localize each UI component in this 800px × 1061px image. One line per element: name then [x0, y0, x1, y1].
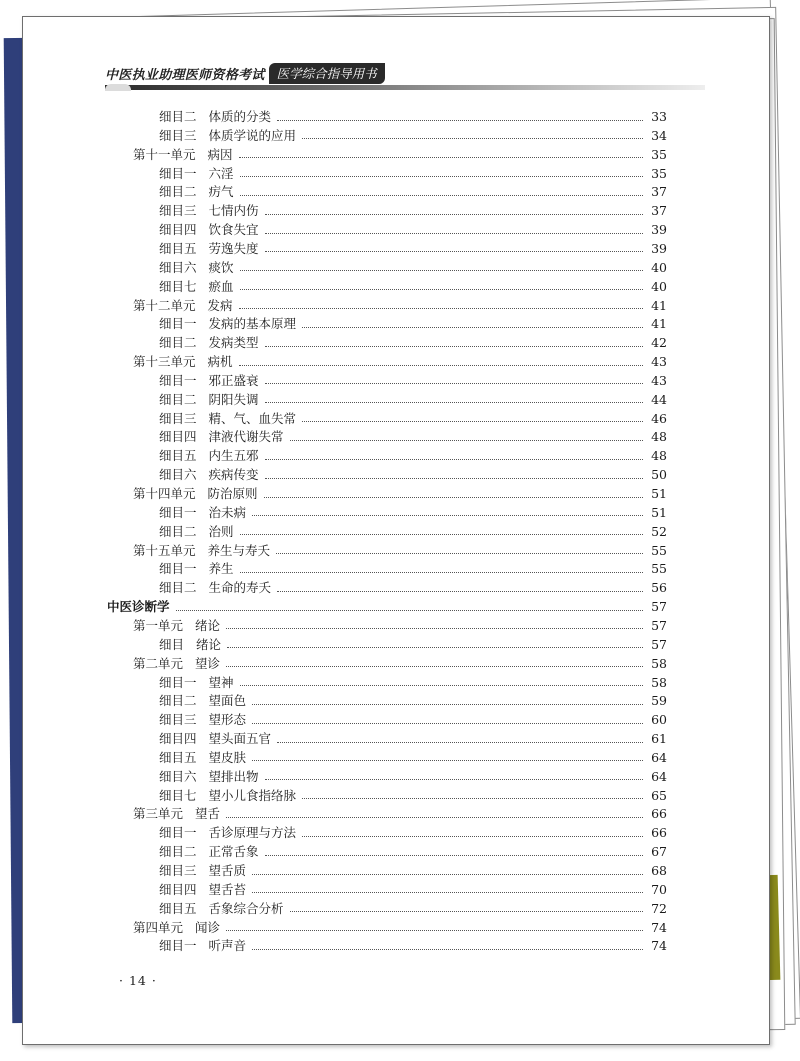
- toc-entry-title: 体质的分类: [208, 109, 272, 124]
- toc-entry-prefix: 细目二: [159, 109, 197, 124]
- toc-entry-title: 津液代谢失常: [208, 429, 284, 445]
- toc-entry-title: 望神: [208, 674, 234, 690]
- toc-entry-title: 望小儿食指络脉: [208, 787, 297, 803]
- toc-dot-leader: [240, 684, 643, 686]
- toc-entry-prefix: 细目一: [159, 825, 197, 841]
- toc-dot-leader: [265, 250, 643, 252]
- toc-entry-title: 望舌: [195, 806, 221, 822]
- toc-entry[interactable]: [159, 427, 667, 446]
- toc-entry-label: [159, 126, 296, 145]
- toc-entry-label: [159, 635, 221, 654]
- toc-entry-title: 舌象综合分析: [208, 900, 284, 916]
- toc-entry[interactable]: [159, 220, 667, 239]
- toc-dot-leader: [277, 119, 643, 121]
- toc-entry[interactable]: [133, 352, 667, 371]
- toc-entry-label: [159, 729, 271, 748]
- header-rule: [105, 85, 705, 90]
- toc-entry-prefix: 细目一: [159, 561, 197, 577]
- toc-dot-leader: [252, 703, 643, 705]
- toc-entry-page: 41: [651, 316, 667, 332]
- toc-dot-leader: [240, 175, 643, 177]
- toc-entry-label: [133, 484, 258, 503]
- toc-entry-page: 57: [651, 636, 667, 652]
- toc-dot-leader: [265, 778, 643, 780]
- toc-entry-page: 56: [651, 580, 667, 596]
- toc-entry-label: [159, 258, 234, 277]
- toc-entry[interactable]: [133, 804, 667, 823]
- toc-entry-title: 防治原则: [207, 486, 258, 501]
- header-tab-decoration: [105, 84, 131, 91]
- toc-entry[interactable]: [159, 842, 667, 861]
- toc-entry-label: [133, 145, 233, 164]
- toc-entry-label: [159, 880, 246, 899]
- toc-entry-prefix: 细目六: [159, 768, 197, 784]
- toc-entry[interactable]: [159, 729, 667, 748]
- toc-entry-page: 52: [651, 523, 667, 539]
- toc-entry-page: 67: [651, 844, 667, 860]
- toc-entry-title: 治则: [208, 523, 234, 539]
- toc-entry-label: [159, 390, 259, 409]
- toc-entry-page: 43: [651, 354, 667, 370]
- header-badge: 医学综合指导用书: [269, 63, 385, 84]
- toc-entry[interactable]: [159, 465, 667, 484]
- toc-entry-page: 60: [651, 712, 667, 728]
- toc-entry-prefix: 细目一: [159, 165, 197, 181]
- toc-entry-page: 59: [651, 693, 667, 709]
- toc-entry-page: 35: [651, 165, 667, 181]
- toc-entry-title: 阴阳失调: [208, 391, 259, 407]
- running-header: [105, 63, 385, 84]
- toc-entry-title: 闻诊: [195, 919, 221, 935]
- toc-entry-label: [159, 107, 271, 126]
- toc-entry-label: [159, 786, 296, 805]
- toc-entry-title: 养生: [208, 561, 234, 577]
- toc-entry-prefix: 第四单元: [133, 919, 184, 935]
- toc-entry-title: 望形态: [208, 712, 247, 728]
- toc-entry-prefix: 第三单元: [133, 806, 184, 822]
- toc-entry-title: 劳逸失度: [208, 240, 259, 256]
- toc-entry-page: 40: [651, 278, 667, 294]
- toc-entry-page: 64: [651, 768, 667, 784]
- toc-entry-prefix: 细目二: [159, 580, 197, 596]
- toc-entry-title: 七情内伤: [208, 203, 259, 219]
- toc-entry-label: [107, 597, 170, 616]
- toc-entry-title: 瘀血: [208, 278, 234, 294]
- toc-entry-prefix: 细目二: [159, 693, 197, 709]
- toc-entry-prefix: 细目五: [159, 448, 197, 464]
- toc-dot-leader: [265, 382, 643, 384]
- toc-entry-label: [159, 314, 296, 333]
- toc-entry-label: [159, 748, 246, 767]
- toc-entry[interactable]: [159, 559, 667, 578]
- toc-dot-leader: [290, 439, 643, 441]
- toc-entry-label: [159, 201, 259, 220]
- toc-entry-page: 68: [651, 863, 667, 878]
- toc-entry-prefix: 细目一: [159, 316, 197, 332]
- toc-entry-page: 66: [651, 825, 667, 841]
- toc-entry-label: [159, 691, 246, 710]
- toc-entry-prefix: 第一单元: [133, 617, 184, 633]
- toc-entry-title: 绪论: [195, 617, 221, 633]
- toc-entry-prefix: 细目一: [159, 504, 197, 520]
- toc-entry-label: [133, 352, 233, 371]
- toc-entry-page: 48: [651, 448, 667, 464]
- toc-entry-page: 64: [651, 749, 667, 765]
- toc-dot-leader: [176, 609, 643, 611]
- toc-entry-title: 疾病传变: [208, 467, 259, 483]
- toc-entry[interactable]: [159, 409, 667, 428]
- toc-entry-label: [159, 710, 246, 729]
- toc-entry-title: 望舌苔: [208, 881, 247, 897]
- toc-entry-page: 37: [651, 203, 667, 219]
- toc-dot-leader: [277, 590, 643, 592]
- toc-entry-title: 望排出物: [208, 768, 259, 784]
- toc-dot-leader: [252, 759, 643, 761]
- toc-entry-label: [159, 277, 234, 296]
- toc-entry[interactable]: [133, 541, 667, 560]
- toc-entry-label: [133, 616, 220, 635]
- toc-entry-page: 33: [651, 109, 667, 124]
- toc-entry-label: [159, 936, 246, 955]
- toc-entry-prefix: 细目一: [159, 938, 197, 954]
- toc-entry-page: 74: [651, 938, 667, 954]
- toc-dot-leader: [239, 156, 643, 158]
- toc-dot-leader: [226, 816, 643, 818]
- toc-entry-title: 发病: [207, 297, 233, 313]
- toc-entry[interactable]: [159, 314, 667, 333]
- toc-entry-title: 邪正盛衰: [208, 372, 259, 388]
- toc-entry[interactable]: [159, 390, 667, 409]
- toc-entry-title: 绪论: [196, 636, 222, 652]
- toc-entry-title: 精、气、血失常: [208, 410, 297, 426]
- toc-dot-leader: [240, 288, 643, 290]
- toc-entry-page: 51: [651, 486, 667, 501]
- toc-entry[interactable]: [159, 578, 667, 597]
- toc-entry-label: [159, 559, 234, 578]
- toc-dot-leader: [239, 364, 643, 366]
- toc-entry-prefix: 细目三: [159, 863, 197, 878]
- toc-entry-label: [159, 446, 259, 465]
- toc-entry[interactable]: [159, 899, 667, 918]
- toc-entry[interactable]: [159, 673, 667, 692]
- toc-entry-label: [159, 861, 246, 880]
- toc-dot-leader: [302, 420, 643, 422]
- toc-entry-title: 望舌质: [208, 863, 247, 878]
- toc-entry-page: 39: [651, 240, 667, 256]
- toc-entry-prefix: 第十三单元: [133, 354, 196, 370]
- toc-entry-title: 望皮肤: [208, 749, 247, 765]
- toc-entry-label: [159, 503, 246, 522]
- toc-entry-prefix: 细目四: [159, 222, 197, 238]
- toc-entry[interactable]: [159, 748, 667, 767]
- toc-entry[interactable]: [107, 597, 667, 616]
- toc-entry-page: 74: [651, 919, 667, 935]
- toc-entry[interactable]: [159, 861, 667, 880]
- toc-entry-page: 58: [651, 655, 667, 671]
- toc-entry-label: [159, 220, 259, 239]
- toc-entry-page: 39: [651, 222, 667, 238]
- toc-entry[interactable]: [133, 145, 667, 164]
- toc-dot-leader: [265, 854, 643, 856]
- toc-dot-leader: [302, 835, 643, 837]
- toc-entry-label: [159, 465, 259, 484]
- toc-entry-page: 37: [651, 184, 667, 200]
- toc-entry-label: [159, 767, 259, 786]
- toc-entry-label: [159, 333, 259, 352]
- toc-entry-title: 痰饮: [208, 259, 234, 275]
- toc-entry[interactable]: [133, 296, 667, 315]
- toc-entry-page: 55: [651, 542, 667, 558]
- toc-entry-page: 48: [651, 429, 667, 445]
- toc-dot-leader: [265, 401, 643, 403]
- toc-entry-label: [159, 239, 259, 258]
- toc-entry-page: 72: [651, 900, 667, 916]
- toc-entry[interactable]: [133, 484, 667, 503]
- toc-entry-title: 病因: [207, 146, 233, 162]
- toc-entry-title: 生命的寿夭: [208, 580, 272, 596]
- toc-entry-prefix: 细目二: [159, 523, 197, 539]
- toc-entry-title: 正常舌象: [208, 844, 259, 860]
- toc-entry[interactable]: [159, 371, 667, 390]
- toc-entry-label: [133, 918, 220, 937]
- toc-entry-page: 57: [651, 617, 667, 633]
- toc-entry[interactable]: [159, 277, 667, 296]
- toc-entry-title: 发病类型: [208, 335, 259, 351]
- toc-entry-title: 饮食失宜: [208, 222, 259, 238]
- toc-entry-title: 体质学说的应用: [208, 127, 297, 143]
- toc-entry[interactable]: [159, 936, 667, 955]
- toc-entry-page: 65: [651, 787, 667, 803]
- toc-entry-title: 发病的基本原理: [208, 316, 297, 332]
- toc-dot-leader: [252, 891, 643, 893]
- toc-entry-prefix: 细目四: [159, 429, 197, 445]
- toc-entry-title: 疠气: [208, 184, 234, 200]
- toc-entry-prefix: 细目六: [159, 467, 197, 483]
- toc-entry-prefix: 细目二: [159, 335, 197, 351]
- toc-dot-leader: [276, 552, 643, 554]
- toc-entry-page: 44: [651, 391, 667, 407]
- toc-dot-leader: [264, 496, 643, 498]
- toc-entry-page: 34: [651, 127, 667, 143]
- toc-entry-prefix: 细目: [159, 636, 185, 652]
- toc-dot-leader: [265, 477, 643, 479]
- toc-entry-label: [133, 654, 220, 673]
- toc-entry-label: [159, 427, 284, 446]
- toc-entry-prefix: 细目二: [159, 184, 197, 200]
- toc-dot-leader: [277, 741, 643, 743]
- toc-dot-leader: [265, 232, 643, 234]
- toc-entry-prefix: 细目三: [159, 127, 197, 143]
- toc-entry-label: [159, 371, 259, 390]
- toc-entry[interactable]: [159, 635, 667, 654]
- toc-entry-title: 内生五邪: [208, 448, 259, 464]
- toc-entry-page: 58: [651, 674, 667, 690]
- toc-entry-prefix: 细目七: [159, 278, 197, 294]
- toc-entry-label: [159, 164, 234, 183]
- toc-entry-title: 六淫: [208, 165, 234, 181]
- toc-entry-title: 养生与寿夭: [207, 542, 271, 558]
- toc-entry-prefix: 第十四单元: [133, 486, 196, 501]
- toc-entry-prefix: 细目二: [159, 391, 197, 407]
- toc-entry-prefix: 细目一: [159, 372, 197, 388]
- toc-dot-leader: [252, 514, 643, 516]
- toc-entry-prefix: 细目二: [159, 844, 197, 860]
- toc-dot-leader: [226, 929, 643, 931]
- toc-dot-leader: [239, 307, 643, 309]
- toc-dot-leader: [252, 722, 643, 724]
- toc-entry-page: 35: [651, 146, 667, 162]
- toc-entry-prefix: 细目四: [159, 731, 197, 747]
- toc-entry-prefix: 细目六: [159, 259, 197, 275]
- toc-entry-page: 42: [651, 335, 667, 351]
- toc-entry-prefix: 第十一单元: [133, 146, 196, 162]
- toc-dot-leader: [240, 194, 643, 196]
- toc-entry-page: 50: [651, 467, 667, 483]
- toc-entry[interactable]: [133, 654, 667, 673]
- toc-dot-leader: [265, 458, 643, 460]
- toc-entry-page: 57: [651, 599, 667, 615]
- toc-dot-leader: [227, 646, 643, 648]
- toc-entry-title: 望诊: [195, 655, 221, 671]
- toc-entry[interactable]: [159, 503, 667, 522]
- toc-entry-label: [159, 899, 284, 918]
- toc-entry-prefix: 细目三: [159, 410, 197, 426]
- toc-entry[interactable]: [133, 616, 667, 635]
- toc-entry-title: 中医诊断学: [107, 599, 170, 615]
- toc-entry-prefix: 细目五: [159, 900, 197, 916]
- toc-entry-prefix: 第十二单元: [133, 297, 196, 313]
- toc-dot-leader: [302, 326, 643, 328]
- page-number: · 14 ·: [119, 973, 157, 988]
- toc-entry[interactable]: [159, 333, 667, 352]
- header-title: 中医执业助理医师资格考试: [105, 68, 265, 83]
- toc-entry-prefix: 细目五: [159, 240, 197, 256]
- toc-entry-title: 望面色: [208, 693, 247, 709]
- toc-entry-label: [159, 842, 259, 861]
- toc-entry[interactable]: [159, 522, 667, 541]
- toc-entry-title: 望头面五官: [208, 731, 272, 747]
- toc-entry-label: [159, 673, 234, 692]
- toc-dot-leader: [252, 873, 643, 875]
- toc-dot-leader: [252, 948, 643, 950]
- toc-entry-page: 61: [651, 731, 667, 747]
- toc-entry-label: [159, 409, 296, 428]
- toc-entry-label: [133, 804, 220, 823]
- toc-entry-page: 41: [651, 297, 667, 313]
- toc-entry-prefix: 细目三: [159, 203, 197, 219]
- toc-entry-prefix: 细目三: [159, 712, 197, 728]
- toc-entry[interactable]: [159, 767, 667, 786]
- toc-dot-leader: [302, 797, 643, 799]
- toc-entry[interactable]: [159, 786, 667, 805]
- toc-entry-prefix: 细目五: [159, 749, 197, 765]
- toc-entry[interactable]: [159, 107, 667, 126]
- toc-entry-prefix: 第二单元: [133, 655, 184, 671]
- toc-entry-page: 66: [651, 806, 667, 822]
- toc-entry-label: [159, 182, 234, 201]
- toc-entry[interactable]: [159, 691, 667, 710]
- toc-entry[interactable]: [159, 164, 667, 183]
- toc-entry[interactable]: [159, 258, 667, 277]
- toc-entry-title: 听声音: [208, 938, 247, 954]
- toc-entry-page: 55: [651, 561, 667, 577]
- toc-entry-page: 70: [651, 881, 667, 897]
- toc-entry-label: [159, 522, 234, 541]
- toc-entry-label: [159, 578, 271, 597]
- toc-entry[interactable]: [159, 823, 667, 842]
- toc-entry[interactable]: [159, 201, 667, 220]
- toc-dot-leader: [226, 627, 643, 629]
- toc-entry-page: 40: [651, 259, 667, 275]
- toc-entry-prefix: 细目一: [159, 674, 197, 690]
- toc-entry-prefix: 细目四: [159, 881, 197, 897]
- toc-entry-prefix: 细目七: [159, 787, 197, 803]
- toc-entry[interactable]: [159, 182, 667, 201]
- toc-dot-leader: [240, 571, 643, 573]
- toc-dot-leader: [265, 213, 643, 215]
- toc-dot-leader: [265, 345, 643, 347]
- document-page: [22, 16, 770, 1045]
- toc-entry-title: 治未病: [208, 504, 247, 520]
- toc-entry-page: 51: [651, 504, 667, 520]
- toc-entry-title: 病机: [207, 354, 233, 370]
- toc-entry[interactable]: [159, 126, 667, 145]
- toc-dot-leader: [302, 137, 643, 139]
- toc-entry[interactable]: [159, 880, 667, 899]
- toc-dot-leader: [240, 533, 643, 535]
- toc-entry-title: 舌诊原理与方法: [208, 825, 297, 841]
- toc-entry-label: [159, 823, 296, 842]
- toc-dot-leader: [290, 910, 643, 912]
- toc-entry[interactable]: [159, 446, 667, 465]
- toc-entry[interactable]: [159, 710, 667, 729]
- toc-entry[interactable]: [133, 918, 667, 937]
- toc-entry[interactable]: [159, 239, 667, 258]
- toc-entry-prefix: 第十五单元: [133, 542, 196, 558]
- toc-dot-leader: [226, 665, 643, 667]
- toc-entry-page: 43: [651, 372, 667, 388]
- toc-dot-leader: [240, 269, 643, 271]
- toc-entry-label: [133, 541, 270, 560]
- toc-entry-label: [133, 296, 233, 315]
- toc-entry-page: 46: [651, 410, 667, 426]
